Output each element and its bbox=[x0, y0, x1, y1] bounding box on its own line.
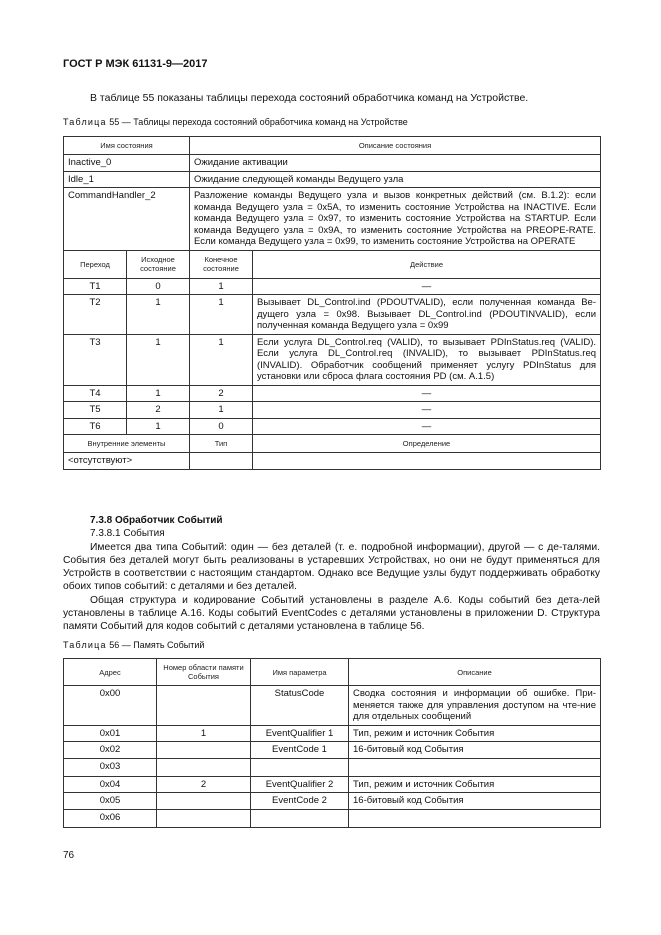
table55-caption: Таблица 55 — Таблицы перехода состояний обработчика команд на Устройстве bbox=[63, 117, 408, 127]
paragraph-events-structure: Общая структура и кодирование Событий установлены в разделе А.6. Коды событий без дета-лей установлены в таблице А.16. Коды событий EventCodes с деталями установлены в приложении D. Структура памяти Событий для кодов событий с деталями установлена в таблице 56. bbox=[63, 595, 600, 632]
state-row: Inactive_0 Ожидание активации bbox=[64, 155, 601, 172]
state-name-header: Имя состояния bbox=[64, 137, 190, 155]
table-row: 0x04 2 EventQualifier 2 Тип, режим и источник События bbox=[64, 776, 601, 793]
table56 bbox=[63, 658, 601, 828]
table55 bbox=[63, 136, 601, 470]
type-header: Тип bbox=[190, 435, 253, 453]
transition-row: T1 0 1 — bbox=[64, 278, 601, 295]
transition-row: T3 1 1 Если услуга DL_Control.req (VALID), то вызывает PDInStatus.req (VALID). Если услуга DL_Control.req (INVALID), то вызывает PDInStatus.req (INVALID). Обработчик сообщений применяет услугу PDInStatus для установки или сброса флага состояния PD (см. А.1.5) bbox=[64, 334, 601, 385]
target-state-header: Конечное состояние bbox=[190, 250, 253, 278]
table56-caption: Таблица 56 — Память Событий bbox=[63, 640, 205, 650]
internal-row: <отсутствуют> bbox=[64, 453, 601, 470]
transition-header: Переход bbox=[64, 250, 127, 278]
internal-items-header: Внутренние элементы bbox=[64, 435, 190, 453]
table-row: 0x06 bbox=[64, 809, 601, 827]
transition-row: T6 1 0 — bbox=[64, 418, 601, 435]
section-title: 7.3.8 Обработчик Событий bbox=[90, 515, 223, 526]
description-header: Описание bbox=[349, 659, 601, 686]
transition-row: T5 2 1 — bbox=[64, 402, 601, 419]
state-desc-header: Описание состояния bbox=[190, 137, 601, 155]
state-row: Idle_1 Ожидание следующей команды Ведущего узла bbox=[64, 171, 601, 188]
subsection-title: 7.3.8.1 События bbox=[90, 528, 165, 539]
action-header: Действие bbox=[253, 250, 601, 278]
document-header: ГОСТ Р МЭК 61131-9—2017 bbox=[63, 58, 208, 70]
table-row: 0x01 1 EventQualifier 1 Тип, режим и источник События bbox=[64, 725, 601, 742]
state-row: CommandHandler_2 Разложение команды Ведущего узла и вызов конкретных действий (см. В.1.2): если команда Ведущего узла = 0x5A, то изменить состояние Устройства на INACTIVE. Если команда Ведущего узла = 0x97, то изменить состояние Устройства на STARTUP. Если команда Ведущего узла = 0x9A, то изменить состояние Устройства на PREOPE-RATE. Если команда Ведущего узла = 0x99, то изменить состояние Устройства на OPERATE bbox=[64, 188, 601, 251]
source-state-header: Исходное состояние bbox=[127, 250, 190, 278]
area-header: Номер области памяти События bbox=[157, 659, 251, 686]
table-row: 0x02 EventCode 1 16-битовый код События bbox=[64, 742, 601, 759]
table-row: 0x05 EventCode 2 16-битовый код События bbox=[64, 793, 601, 810]
paragraph-events-types: Имеется два типа Событий: один — без деталей (т. е. подробной информации), другой — с де-талями. События без деталей могут быть реализованы в устаревших Устройствах, но они не будут применяться для Устройств в соответствии с настоящим стандартом. Однако все Ведущие узлы будут поддерживать обработку обоих типов событий: с деталями и без деталей. bbox=[63, 542, 600, 592]
definition-header: Определение bbox=[253, 435, 601, 453]
page-number: 76 bbox=[63, 850, 75, 861]
param-header: Имя параметра bbox=[251, 659, 349, 686]
address-header: Адрес bbox=[64, 659, 157, 686]
transition-row: T2 1 1 Вызывает DL_Control.ind (PDOUTVALID), если полученная команда Ве-дущего узла = 0x98. Вызывает DL_Control.ind (PDOUTINVALID), если полученная команда Ведущего узла = 0x99 bbox=[64, 295, 601, 335]
table-row: 0x03 bbox=[64, 758, 601, 776]
intro-text: В таблице 55 показаны таблицы перехода состояний обработчика команд на Устройстве. bbox=[90, 92, 529, 104]
table-row: 0x00 StatusCode Сводка состояния и информации об ошибке. При-меняется также для управления доступом на чте-ние для отдельных сообщений bbox=[64, 686, 601, 726]
transition-row: T4 1 2 — bbox=[64, 385, 601, 402]
